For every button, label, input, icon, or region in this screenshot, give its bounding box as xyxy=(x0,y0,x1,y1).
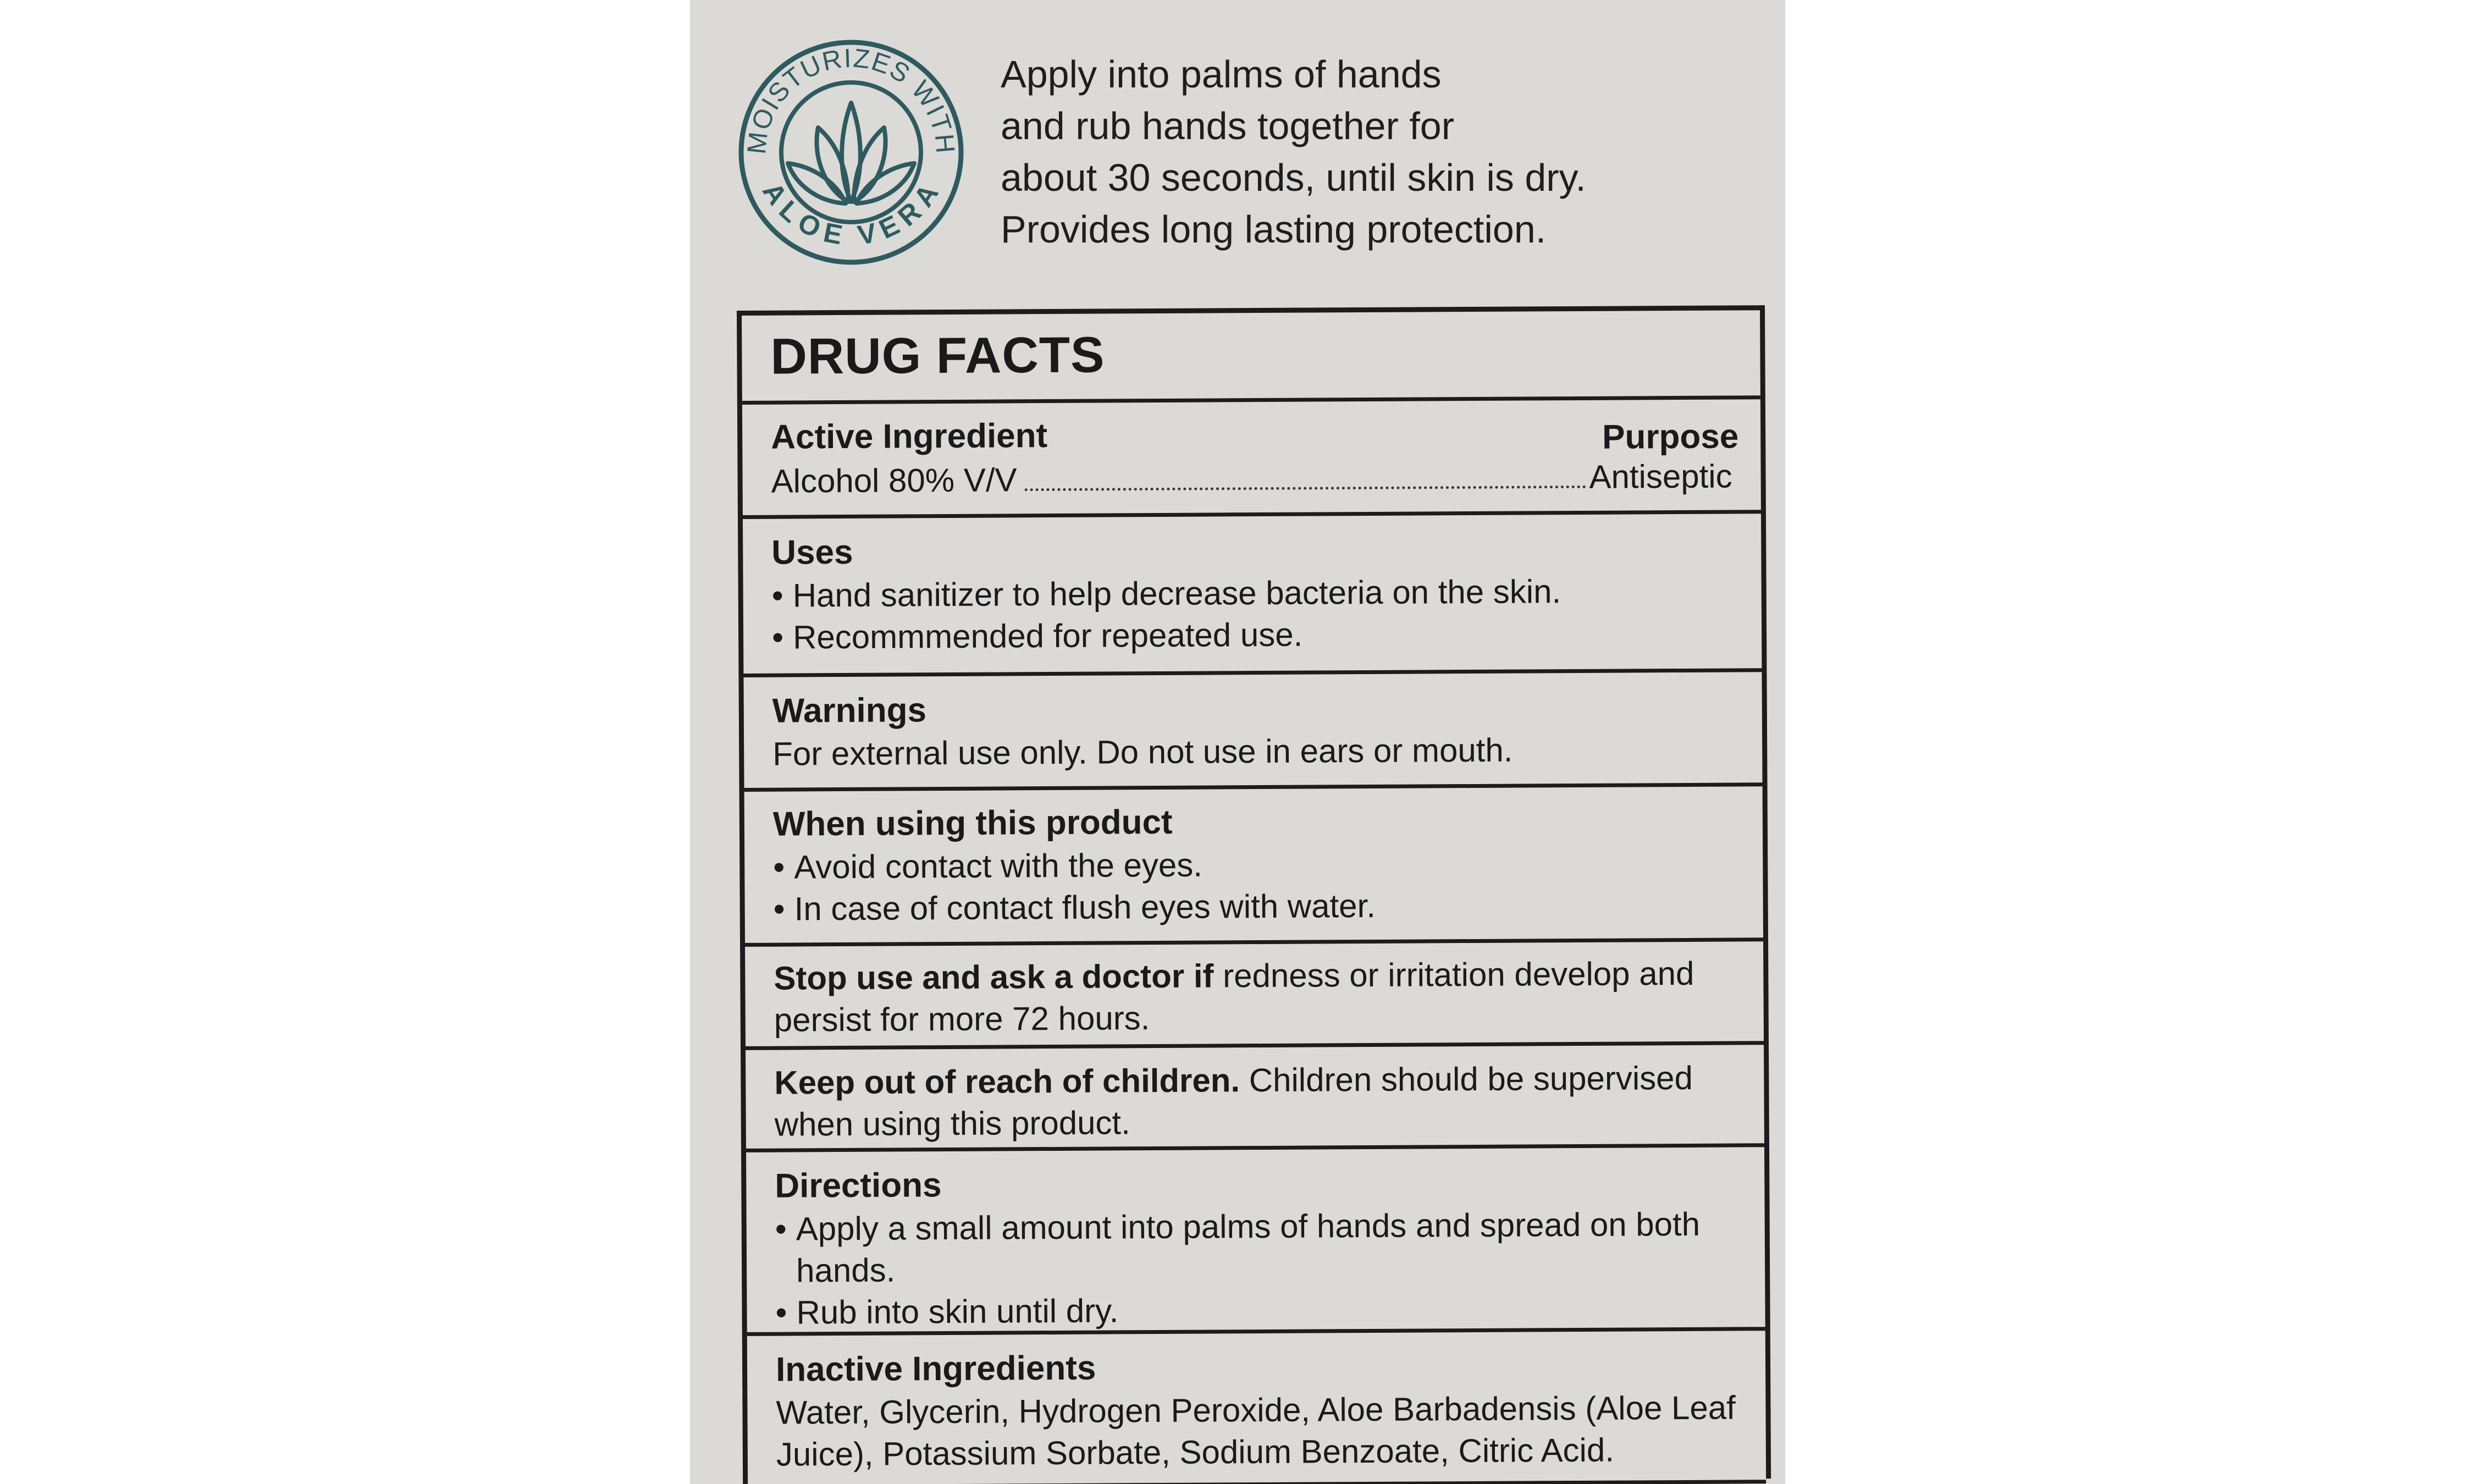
drug-facts-title: DRUG FACTS xyxy=(770,327,1105,385)
keep-out-paragraph xyxy=(774,1057,1736,1146)
list-item: • Avoid contact with the eyes. xyxy=(773,842,1734,889)
warnings-text: For external use only. Do not use in ears or mouth. xyxy=(772,731,1513,773)
directions-section xyxy=(746,1147,1765,1336)
warnings-heading: Warnings xyxy=(772,691,927,730)
uses-list xyxy=(772,570,1734,659)
dotted-leader xyxy=(1025,486,1586,491)
list-item: • Apply a small amount into palms of hands and spread on both hands. xyxy=(775,1204,1737,1292)
aloe-plant-icon xyxy=(736,34,967,271)
warnings-section xyxy=(743,672,1762,792)
aloe-vera-seal xyxy=(736,34,967,271)
stop-use-section xyxy=(745,941,1764,1050)
intro-line: Apply into palms of hands xyxy=(1001,53,1442,96)
seal-top-text: MOISTURIZES WITH xyxy=(742,43,960,156)
drug-facts-panel xyxy=(737,305,1771,1484)
directions-list xyxy=(775,1204,1737,1334)
usage-intro xyxy=(1001,48,1732,255)
seal-bottom-text: ALOE VERA xyxy=(757,176,946,251)
inactive-ingredients-section xyxy=(747,1331,1766,1484)
uses-heading: Uses xyxy=(771,533,853,572)
directions-heading: Directions xyxy=(775,1166,942,1205)
keep-out-section xyxy=(746,1045,1764,1152)
when-using-heading: When using this product xyxy=(772,803,1173,843)
keep-out-bold: Keep out of reach of children. xyxy=(774,1062,1240,1101)
list-item: • Recommmended for repeated use. xyxy=(772,612,1733,659)
svg-text:MOISTURIZES WITH xyxy=(742,44,960,156)
list-item: • Hand sanitizer to help decrease bacteria on the skin. xyxy=(772,570,1733,617)
stop-use-paragraph xyxy=(774,953,1735,1041)
inactive-ingredients-text: Water, Glycerin, Hydrogen Peroxide, Aloe Barbadensis (Aloe Leaf Juice), Potassium Sorbate, Sodium Benzoate, Citric Acid. xyxy=(776,1389,1736,1473)
active-ingredient-purpose: Antiseptic xyxy=(1589,457,1732,495)
when-using-section xyxy=(744,786,1763,947)
stop-use-bold: Stop use and ask a doctor if xyxy=(774,957,1214,997)
intro-line: about 30 seconds, until skin is dry. xyxy=(1001,156,1586,199)
intro-line: Provides long lasting protection. xyxy=(1001,208,1547,251)
active-ingredient-row xyxy=(771,455,1732,504)
when-using-list xyxy=(773,842,1735,930)
keep-out-text: Children should be supervised when using this product. xyxy=(774,1059,1693,1143)
active-ingredient-name: Alcohol 80% V/V xyxy=(771,461,1017,500)
purpose-heading: Purpose xyxy=(1602,417,1739,456)
stop-use-text: redness or irritation develop and persist for more 72 hours. xyxy=(774,955,1694,1039)
list-item: • In case of contact flush eyes with water. xyxy=(774,884,1735,930)
intro-line: and rub hands together for xyxy=(1001,104,1455,147)
uses-section xyxy=(743,514,1762,677)
list-item: • Rub into skin until dry. xyxy=(775,1287,1736,1334)
active-ingredient-heading: Active Ingredient xyxy=(771,417,1048,456)
drug-facts-header xyxy=(742,310,1760,405)
inactive-ingredients-heading: Inactive Ingredients xyxy=(775,1349,1096,1389)
active-ingredient-section xyxy=(742,399,1761,519)
aloe-leaves xyxy=(788,103,914,203)
